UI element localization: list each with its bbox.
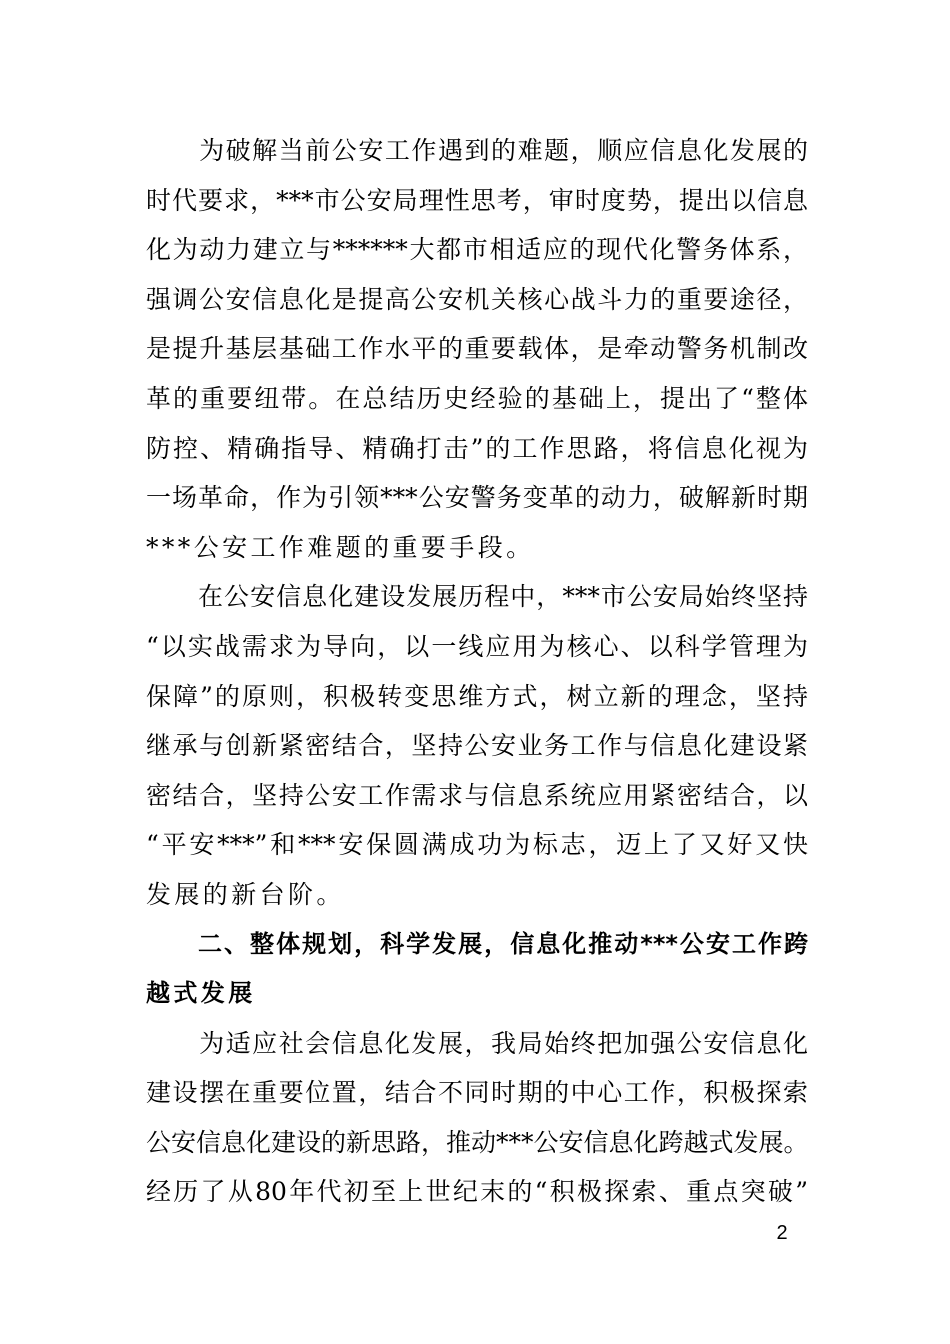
- text-line: 保障”的原则，积极转变思维方式，树立新的理念，坚持: [146, 681, 808, 711]
- text-line: “平安***”和***安保圆满成功为标志，迈上了又好又快: [146, 830, 808, 860]
- document-body: [146, 126, 808, 1217]
- text-line: 建设摆在重要位置，结合不同时期的中心工作，积极探索: [146, 1078, 808, 1108]
- text-line: 为适应社会信息化发展，我局始终把加强公安信息化: [146, 1028, 808, 1058]
- text-line: 防控、精确指导、精确打击”的工作思路，将信息化视为: [146, 433, 808, 463]
- text-line: 一场革命，作为引领***公安警务变革的动力，破解新时期: [146, 483, 808, 513]
- text-line: 公安信息化建设的新思路，推动***公安信息化跨越式发展。: [146, 1127, 809, 1157]
- text-line: 强调公安信息化是提高公安机关核心战斗力的重要途径，: [146, 284, 808, 314]
- heading-line: 越式发展: [146, 979, 256, 1008]
- page-number: 2: [776, 1222, 788, 1244]
- text-line: 时代要求，***市公安局理性思考，审时度势，提出以信息: [146, 185, 808, 215]
- text-line: 革的重要纽带。在总结历史经验的基础上，提出了“整体: [146, 383, 808, 413]
- heading-line: 二、整体规划，科学发展，信息化推动***公安工作跨: [146, 929, 808, 958]
- text-line: 发展的新台阶。: [146, 879, 345, 909]
- paragraph-1: [146, 126, 808, 572]
- text-line: 密结合，坚持公安工作需求与信息系统应用紧密结合，以: [146, 780, 808, 810]
- paragraph-3: [146, 1019, 808, 1217]
- text-line: 在公安信息化建设发展历程中，***市公安局始终坚持: [146, 582, 808, 612]
- text-line: 化为动力建立与******大都市相适应的现代化警务体系，: [146, 235, 808, 265]
- text-line: 是提升基层基础工作水平的重要载体，是牵动警务机制改: [146, 334, 808, 364]
- text-line: 为破解当前公安工作遇到的难题，顺应信息化发展的: [146, 136, 808, 165]
- text-line: 继承与创新紧密结合，坚持公安业务工作与信息化建设紧: [146, 731, 808, 761]
- text-line: “以实战需求为导向，以一线应用为核心、以科学管理为: [146, 631, 808, 661]
- text-line: ***公安工作难题的重要手段。: [146, 532, 535, 562]
- paragraph-2: [146, 572, 808, 919]
- section-heading: [146, 920, 808, 1019]
- text-line: 经历了从80年代初至上世纪末的“积极探索、重点突破”: [146, 1177, 808, 1207]
